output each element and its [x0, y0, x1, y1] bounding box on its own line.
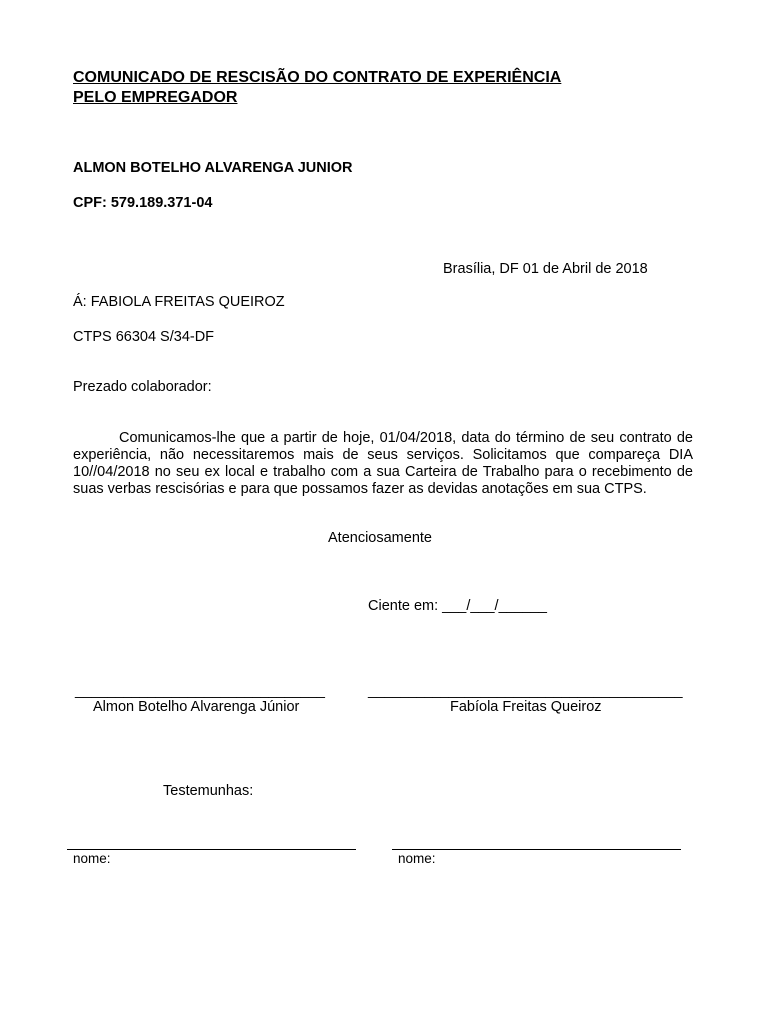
document-title-line-2: PELO EMPREGADOR [73, 89, 238, 106]
body-paragraph: Comunicamos-lhe que a partir de hoje, 01/04/2018, data do término de seu contrato de experiência, não necessitaremos mais de seus serviços. Solicitamos que compareça DIA 10//04/2018 no seu ex local e trabalho com a sua Carteira de Trabalho para o recebimento de suas verbas rescisórias e para que possamos fazer as devidas anotações em sua CTPS. [73, 430, 693, 497]
recipient-ctps: CTPS 66304 S/34-DF [73, 329, 215, 345]
document-title-line-1: COMUNICADO DE RESCISÃO DO CONTRATO DE EXPERIÊNCIA [73, 69, 562, 86]
employer-cpf: CPF: 579.189.371-04 [73, 195, 213, 211]
recipient: Á: FABIOLA FREITAS QUEIROZ [73, 294, 285, 310]
signature-line-right: _______________________________________ [368, 683, 683, 699]
signature-line-left: _______________________________ [75, 683, 325, 699]
witness-name-label-right: nome: [398, 851, 436, 866]
employer-name: ALMON BOTELHO ALVARENGA JUNIOR [73, 160, 353, 176]
signature-name-left: Almon Botelho Alvarenga Júnior [93, 699, 300, 715]
witness-name-label-left: nome: [73, 851, 111, 866]
witnesses-label: Testemunhas: [163, 783, 254, 799]
salutation: Prezado colaborador: [73, 379, 212, 395]
witness-line-left [67, 849, 356, 850]
closing: Atenciosamente [328, 530, 432, 546]
witness-line-right [392, 849, 681, 850]
ciente-date-field: Ciente em: ___/___/______ [368, 598, 547, 614]
place-and-date: Brasília, DF 01 de Abril de 2018 [443, 261, 648, 277]
signature-name-right: Fabíola Freitas Queiroz [450, 699, 602, 715]
